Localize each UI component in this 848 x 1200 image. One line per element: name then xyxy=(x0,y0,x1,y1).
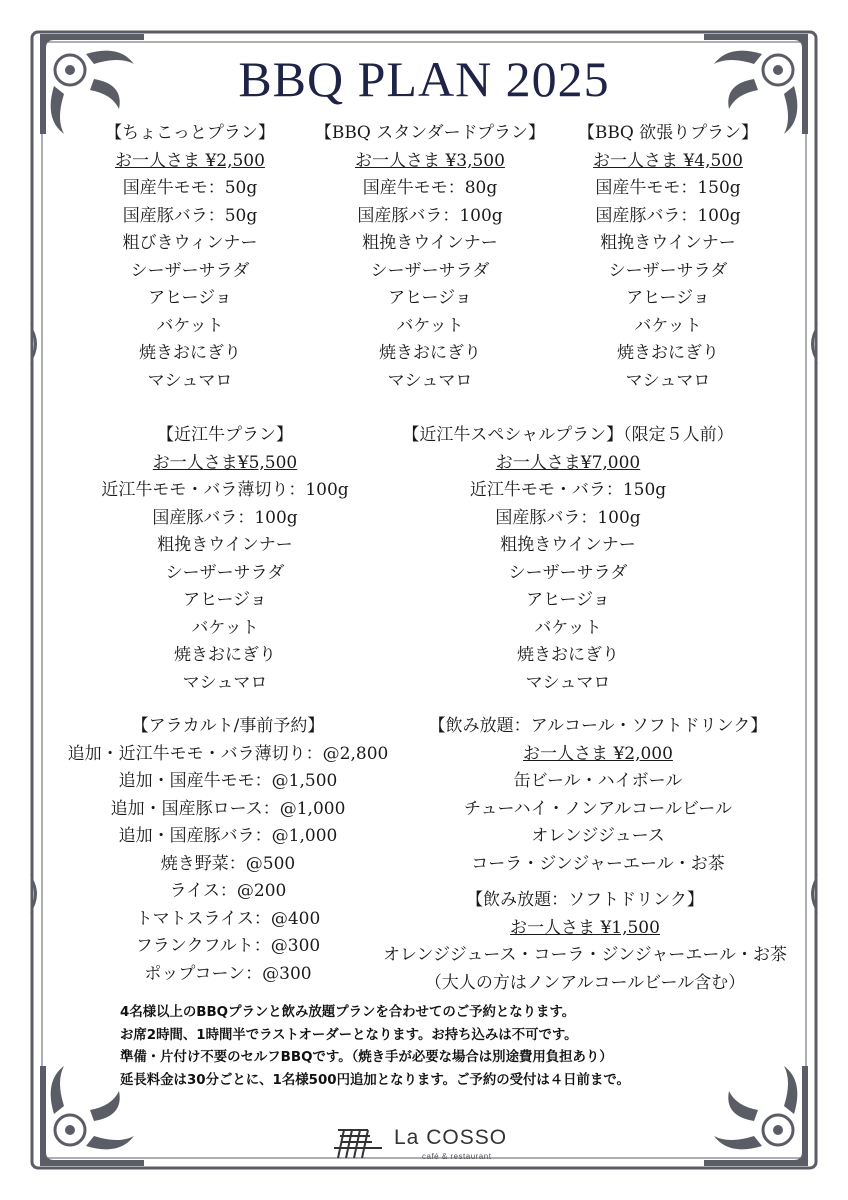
list-item: マシュマロ xyxy=(525,672,611,693)
plan-price: お一人さま ¥3,500 xyxy=(355,150,505,171)
section-title: 【飲み放題：ソフトドリンク】 xyxy=(466,890,704,910)
plan-yokubari xyxy=(568,120,768,395)
logo xyxy=(330,1124,530,1168)
plan-chokotto xyxy=(85,120,295,395)
page-title: BBQ PLAN 2025 xyxy=(238,51,610,107)
list-item: 粗挽きウインナー xyxy=(500,535,636,555)
list-item: ライス：@200 xyxy=(169,881,287,901)
list-item: 国産豚バラ：100g xyxy=(357,205,503,226)
plan-price: お一人さま ¥4,500 xyxy=(593,150,743,171)
plan-name: 【近江牛プラン】 xyxy=(157,425,293,445)
plan-price: お一人さま ¥2,500 xyxy=(115,150,265,171)
list-item: 国産豚バラ：100g xyxy=(152,507,298,528)
list-item: 焼きおにぎり xyxy=(139,343,241,363)
plan-name: 【BBQ スタンダードプラン】 xyxy=(314,123,546,143)
list-item: アヒージョ xyxy=(626,288,710,308)
list-item: 近江牛モモ・バラ薄切り：100g xyxy=(101,480,349,500)
list-item: 追加・国産牛モモ：@1,500 xyxy=(118,771,338,791)
list-item: 粗挽きウインナー xyxy=(600,233,736,253)
list-item: バケット xyxy=(156,315,224,336)
list-item: 焼きおにぎり xyxy=(617,343,719,363)
list-item: ポップコーン：@300 xyxy=(144,963,312,984)
plan-omi xyxy=(80,422,370,697)
list-item: 焼きおにぎり xyxy=(379,343,481,363)
list-item: 缶ビール・ハイボール xyxy=(513,771,683,791)
plan-name: 【BBQ 欲張りプラン】 xyxy=(577,123,759,143)
section-title: 【飲み放題：アルコール・ソフトドリンク】 xyxy=(428,716,768,736)
list-item: アヒージョ xyxy=(148,288,232,308)
list-item: 国産牛モモ：80g xyxy=(362,178,498,198)
list-item: 近江牛モモ・バラ：150g xyxy=(469,480,667,500)
notes xyxy=(120,1002,630,1092)
list-item: 粗びきウィンナー xyxy=(122,233,258,253)
logo-subtitle: café & restaurant xyxy=(422,1152,492,1161)
list-item: （大人の方はノンアルコールビール含む） xyxy=(424,972,746,993)
plan-standard xyxy=(305,120,555,395)
list-item: コーラ・ジンジャーエール・お茶 xyxy=(471,853,725,874)
list-item: マシュマロ xyxy=(387,370,473,391)
list-item: 国産豚バラ：100g xyxy=(595,205,741,226)
list-item: バケット xyxy=(634,315,702,336)
drinks-soft-section xyxy=(350,887,820,997)
plan-name: 【ちょこっとプラン】 xyxy=(105,123,275,143)
list-item: 粗挽きウインナー xyxy=(157,535,293,555)
plan-name: 【近江牛スペシャルプラン】（限定５人前） xyxy=(402,425,734,445)
plan-omi-special xyxy=(388,422,748,697)
list-item: アヒージョ xyxy=(526,590,610,610)
list-item: バケット xyxy=(396,315,464,336)
note-line: 準備・片付け不要のセルフBBQです。（焼き手が必要な場合は別途費用負担あり） xyxy=(120,1050,613,1065)
logo-text: La COSSO xyxy=(394,1126,508,1149)
list-item: 追加・国産豚バラ：@1,000 xyxy=(118,826,338,846)
list-item: 国産牛モモ：50g xyxy=(122,178,258,198)
list-item: アヒージョ xyxy=(388,288,472,308)
list-item: チューハイ・ノンアルコールビール xyxy=(464,798,732,819)
list-item: 焼きおにぎり xyxy=(174,645,276,665)
list-item: 国産牛モモ：150g xyxy=(595,178,741,198)
list-item: シーザーサラダ xyxy=(165,562,285,583)
plan-price: お一人さま ¥1,500 xyxy=(510,917,660,938)
list-item: シーザーサラダ xyxy=(370,260,490,281)
section-title: 【アラカルト/事前予約】 xyxy=(131,716,325,736)
list-item: アヒージョ xyxy=(183,590,267,610)
note-line: 4名様以上のBBQプランと飲み放題プランを合わせてのご予約となります。 xyxy=(120,1005,576,1020)
list-item: 追加・近江牛モモ・バラ薄切り：@2,800 xyxy=(67,743,389,764)
list-item: シーザーサラダ xyxy=(508,562,628,583)
list-item: マシュマロ xyxy=(625,370,711,391)
plan-price: お一人さま¥5,500 xyxy=(152,452,298,473)
list-item: マシュマロ xyxy=(147,370,233,391)
list-item: シーザーサラダ xyxy=(130,260,250,281)
list-item: バケット xyxy=(191,617,259,638)
list-item: 追加・国産豚ロース：@1,000 xyxy=(110,798,346,819)
note-line: お席2時間、1時間半でラストオーダーとなります。お持ち込みは不可です。 xyxy=(120,1027,578,1043)
list-item: マシュマロ xyxy=(182,672,268,693)
plan-price: お一人さま ¥2,000 xyxy=(523,743,673,764)
plan-price: お一人さま¥7,000 xyxy=(495,452,641,473)
list-item: 焼き野菜：@500 xyxy=(160,853,296,874)
list-item: 焼きおにぎり xyxy=(517,645,619,665)
list-item: フランクフルト：@300 xyxy=(135,936,321,956)
list-item: オレンジジュース・コーラ・ジンジャーエール・お茶 xyxy=(382,945,787,965)
list-item: 国産豚バラ：50g xyxy=(122,205,258,226)
cutlery-icon xyxy=(330,1124,386,1164)
list-item: シーザーサラダ xyxy=(608,260,728,281)
list-item: トマトスライス：@400 xyxy=(135,908,321,929)
drinks-alcohol-section xyxy=(408,713,788,878)
list-item: バケット xyxy=(534,617,602,638)
list-item: 国産豚バラ：100g xyxy=(495,507,641,528)
list-item: オレンジジュース xyxy=(531,826,665,846)
list-item: 粗挽きウインナー xyxy=(362,233,498,253)
note-line: 延長料金は30分ごとに、1名様500円追加となります。ご予約の受付は４日前まで。 xyxy=(120,1072,630,1088)
